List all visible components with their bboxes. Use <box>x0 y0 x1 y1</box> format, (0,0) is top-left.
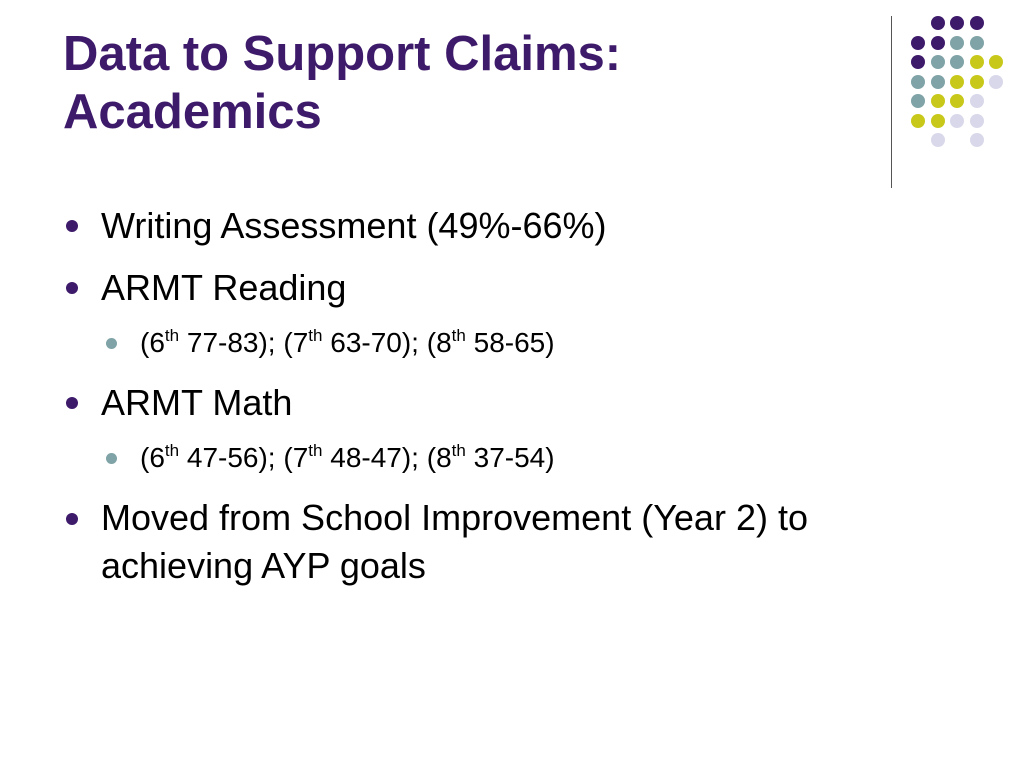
grade-8: 8 <box>436 327 452 358</box>
grade-8: 8 <box>436 442 452 473</box>
grade-6: 6 <box>149 327 165 358</box>
score-range: 48-47); ( <box>322 442 437 473</box>
ordinal-suffix: th <box>164 441 180 460</box>
ordinal-suffix: th <box>451 326 466 345</box>
sub-bullet-reading-scores <box>140 326 940 360</box>
bullet-item-writing-assessment: Writing Assessment (49%-66%) <box>101 205 607 246</box>
sub-bullet-math-scores <box>140 441 940 475</box>
sub-bullet-marker <box>106 453 117 464</box>
bullet-item-line-2: achieving AYP goals <box>101 545 426 586</box>
ordinal-suffix: th <box>164 326 180 345</box>
bullet-marker <box>66 220 78 232</box>
bullet-item-armt-math: ARMT Math <box>101 382 293 423</box>
bullet-marker <box>66 397 78 409</box>
score-range: 37-54) <box>465 442 555 473</box>
ordinal-suffix: th <box>308 326 323 345</box>
score-range: 63-70); ( <box>322 327 437 358</box>
sub-bullet-marker <box>106 338 117 349</box>
slide-title-line-2: Academics <box>63 85 322 139</box>
bullet-marker <box>66 513 78 525</box>
bullet-item-line-1: Moved from School Improvement (Year 2) to <box>101 497 808 538</box>
score-range: 77-83); ( <box>179 327 293 358</box>
slide-title-line-1: Data to Support Claims: <box>63 27 622 81</box>
ordinal-suffix: th <box>451 441 466 460</box>
grade-6: 6 <box>149 442 165 473</box>
grade-7: 7 <box>292 442 309 473</box>
bullet-item-school-improvement <box>101 494 981 590</box>
bullet-marker <box>66 282 78 294</box>
score-range: 47-56); ( <box>179 442 293 473</box>
text-open-paren: ( <box>140 442 150 473</box>
score-range: 58-65) <box>465 327 555 358</box>
ordinal-suffix: th <box>308 441 323 460</box>
text-open-paren: ( <box>140 327 150 358</box>
grade-7: 7 <box>292 327 309 358</box>
bullet-item-armt-reading: ARMT Reading <box>101 267 347 308</box>
